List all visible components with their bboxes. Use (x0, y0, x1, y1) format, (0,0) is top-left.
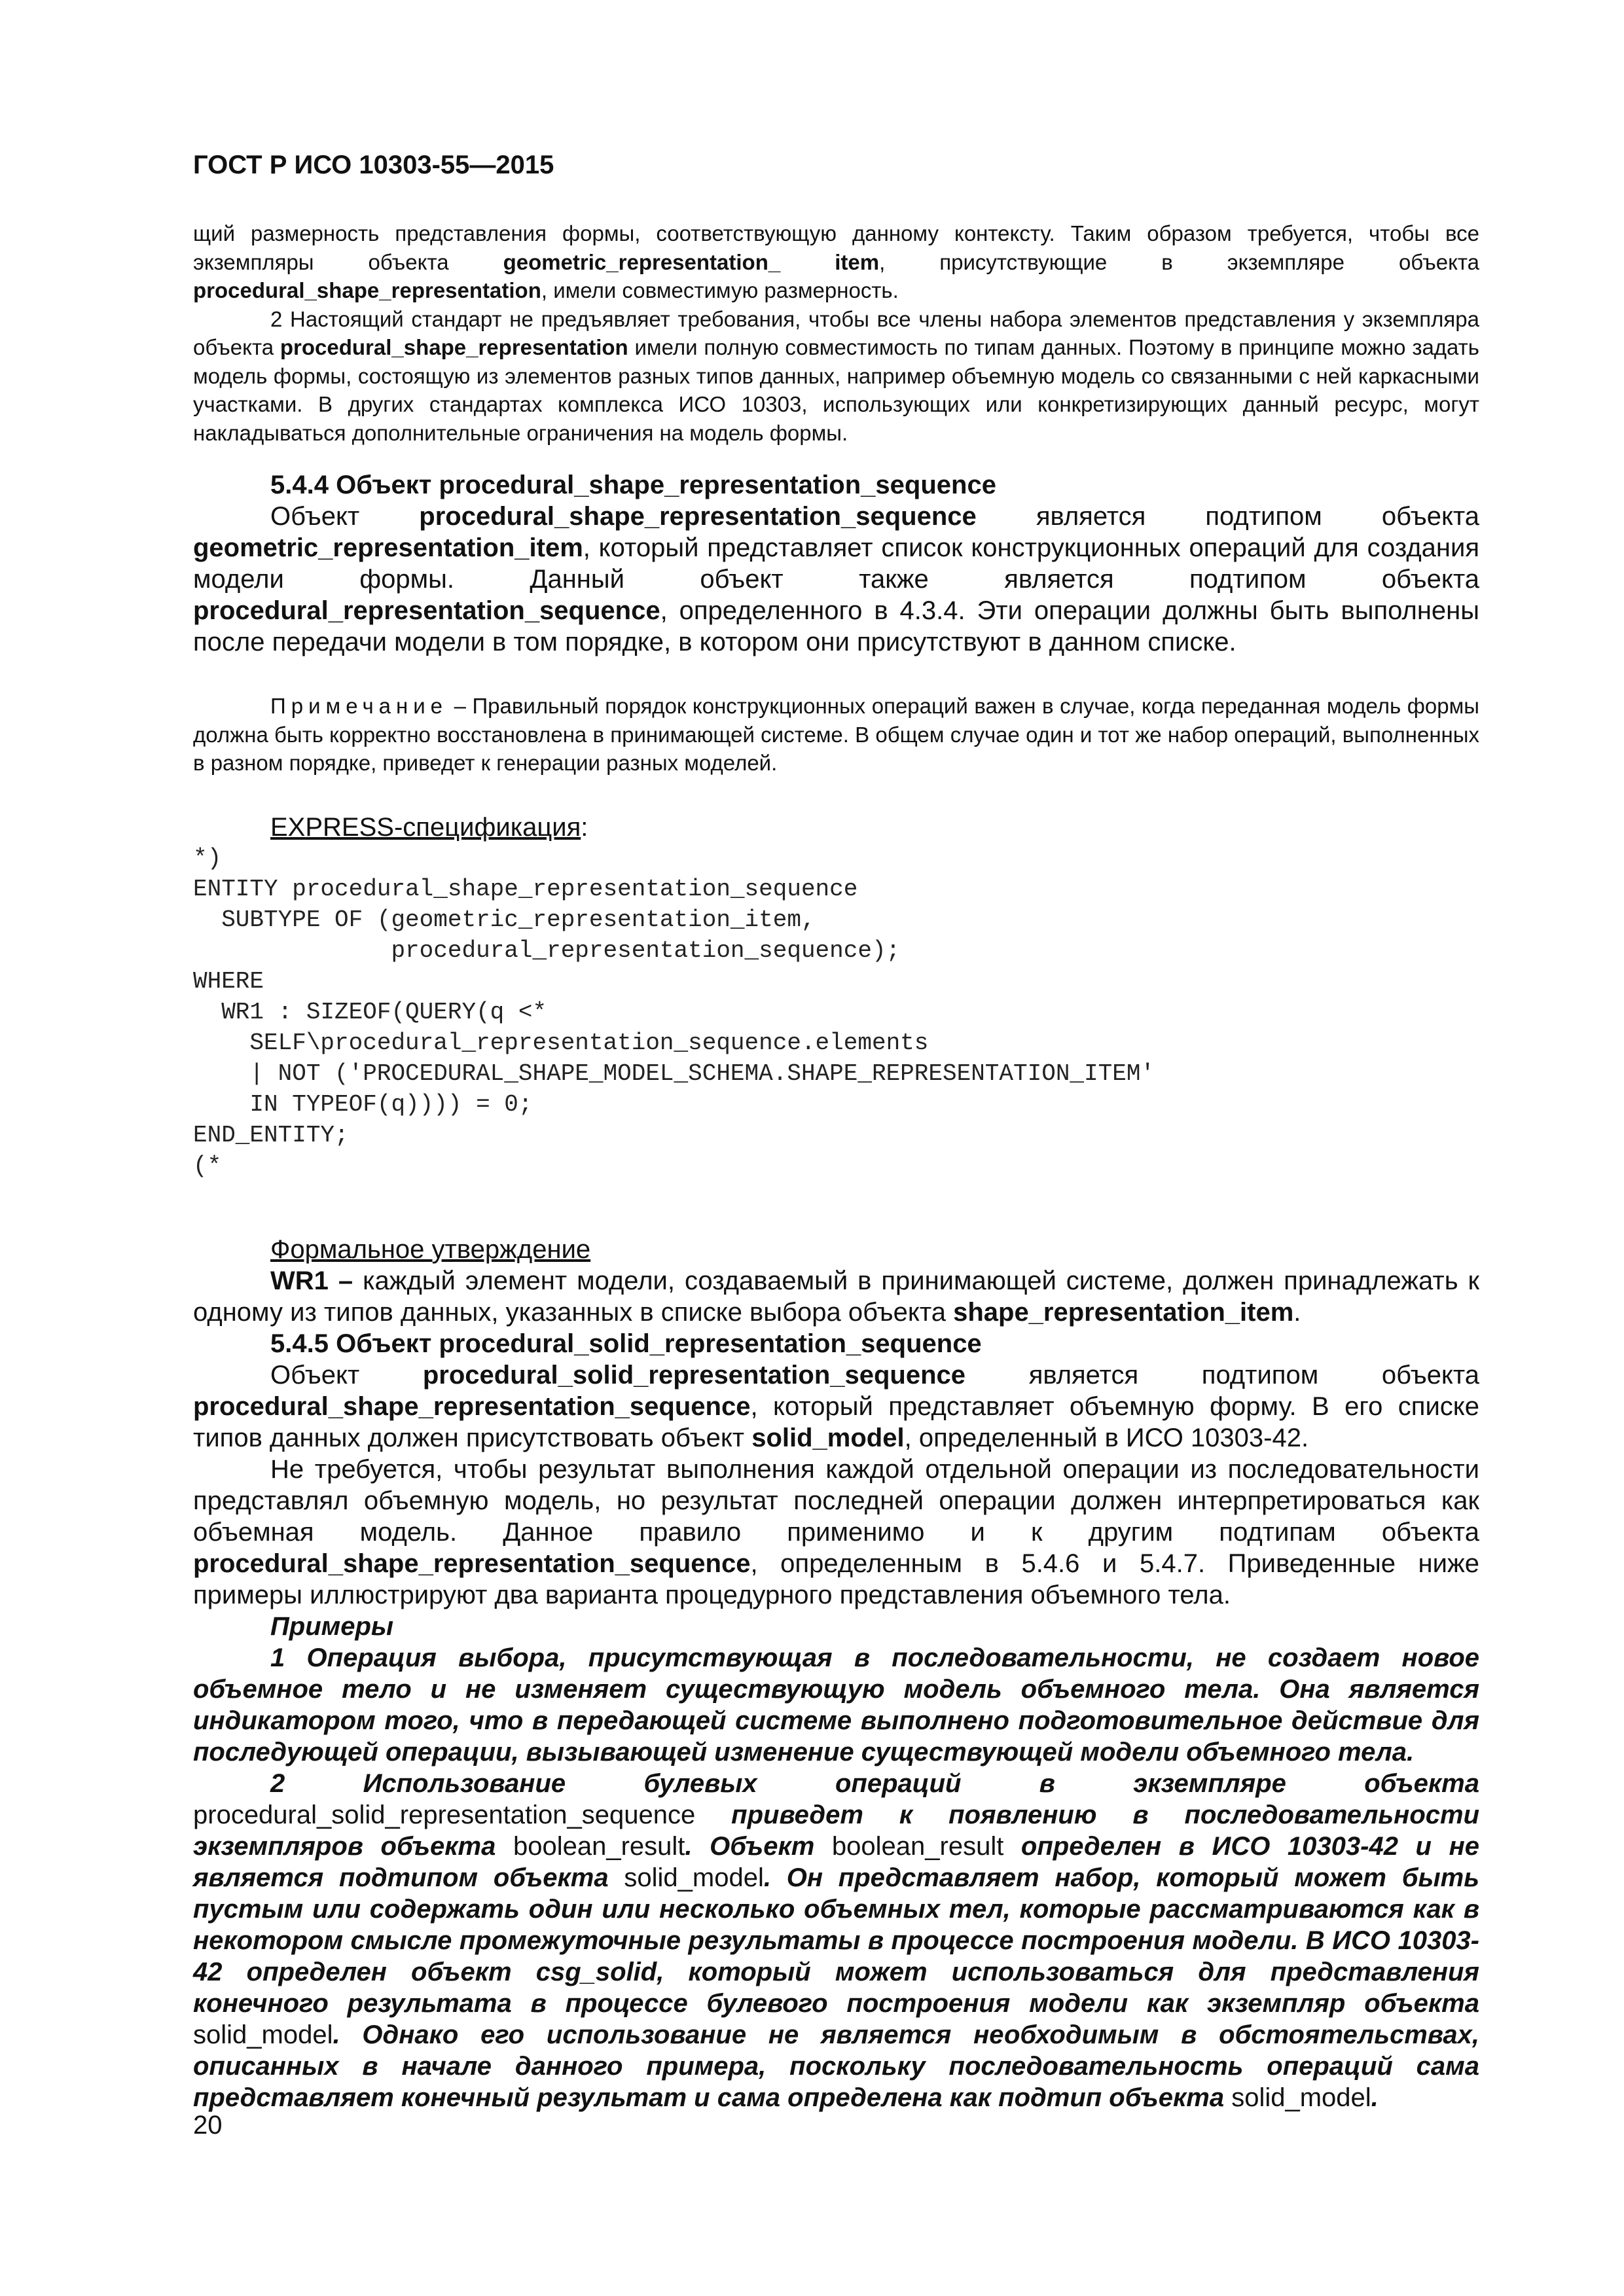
text: , который представляет объемную форму. В его списке типов данных должен присутствовать объект (193, 1391, 1479, 1452)
text: – Правильный порядок конструкционных операций важен в случае, когда переданная модель формы должна быть корректно восстановлена в принимающей системе. В общем случае один и тот же набор операций, выполненных в разном порядке, приведет к генерации разных моделей. (193, 694, 1479, 775)
document-header: ГОСТ Р ИСО 10303-55—2015 (193, 151, 554, 179)
entity-name: solid_model (751, 1423, 905, 1452)
text: Объект (270, 1360, 423, 1390)
example-2 (193, 1768, 1479, 2113)
text: . Он представляет набор, который может быть пустым или содержать один или несколько объемных тел, которые рассматриваются как в некотором смысле промежуточные результаты в процессе построения модели. В ИСО 10303-42 определен объект csg_solid, который может использоваться для представления конечного результата в процессе булевого построения модели как экземпляр объекта (193, 1863, 1479, 2018)
examples-label-text: Примеры (270, 1611, 394, 1641)
text: 2 Использование булевых операций в экземпляре объекта (270, 1768, 1479, 1798)
text: приведет к появлению в последовательности экземпляров объекта (193, 1800, 1479, 1861)
entity-name: procedural_solid_representation_sequence (422, 1360, 966, 1390)
text: . (1371, 2083, 1379, 2112)
text: , определенный в ИСО 10303-42. (904, 1423, 1309, 1452)
section-heading-5-4-5 (193, 1328, 1479, 1359)
note-main (193, 692, 1479, 778)
entity-name: solid_model (624, 1863, 764, 1892)
text: каждый элемент модели, создаваемый в принимающей системе, должен принадлежать к одному из типов данных, указанных в списке выбора объекта (193, 1266, 1479, 1327)
entity-name: solid_model (1231, 2083, 1371, 2112)
text: , определенного в 4.3.4. Эти операции должны быть выполнены после передачи модели в том порядке, в котором они присутствуют в данном списке. (193, 596, 1479, 656)
section-heading-5-4-4 (193, 469, 1479, 501)
document-page (193, 151, 1479, 2113)
note-continuation (193, 219, 1479, 305)
entity-name: procedural_representation_sequence (193, 596, 660, 625)
formal-label-text: Формальное утверждение (270, 1234, 591, 1264)
formal-statement-label (193, 1234, 1479, 1265)
text: , присутствующие в экземпляре объекта (879, 249, 1479, 274)
examples-label (193, 1611, 1479, 1642)
text: , определенным в 5.4.6 и 5.4.7. Приведенные ниже примеры иллюстрируют два варианта процедурного представления объемного тела. (193, 1549, 1479, 1609)
heading-text: 5.4.4 Объект procedural_shape_representation_sequence (270, 471, 996, 499)
entity-name: procedural_shape_representation_sequence (193, 1549, 751, 1578)
entity-name: procedural_shape_representation_sequence (193, 1391, 751, 1421)
example-1: 1 Операция выбора, присутствующая в последовательности, не создает новое объемное тело и не изменяет существующую модель объемного тела. Она является индикатором того, что в передающей системе выполнено подготовительное действие для последующей операции, вызывающей изменение существующей модели объемного тела. (193, 1643, 1479, 1767)
page-number: 20 (193, 2111, 223, 2140)
section-5-4-5-para-2 (193, 1454, 1479, 1611)
text: щий размерность представления формы, соответствующую данному контексту. Таким образом требуется, чтобы все экземпляры объекта (193, 221, 1479, 274)
express-code-block: *) ENTITY procedural_shape_representation_sequence SUBTYPE OF (geometric_representation_item, procedural_representation_sequence); WHERE WR1 : SIZEOF(QUERY(q <* SELF\procedural_representation_sequence.elements | NOT ('PROCEDURAL_SHAPE_MODEL_SCHEMA.SHAPE_REPRESENTATION_ITEM' IN TYPEOF(q)))) = 0; END_ENTITY; (* (193, 844, 1155, 1179)
text: . Однако его использование не является необходимым в обстоятельствах, описанных в начале данного примера, поскольку последовательность операций сама представляет конечный результат и сама определена как подтип объекта (193, 2020, 1479, 2112)
text: имели полную совместимость по типам данных. Поэтому в принципе можно задать модель формы, состоящую из элементов разных типов данных, например объемную модель со связанными с ней каркасными участками. В других стандартах комплекса ИСО 10303, использующих или конкретизирующих данный ресурс, могут накладываться дополнительные ограничения на модель формы. (193, 335, 1479, 445)
entity-name: shape_representation_item (953, 1297, 1294, 1327)
formal-statement-wr1 (193, 1265, 1479, 1328)
note-label: Примечание (270, 694, 448, 718)
text: является подтипом объекта (965, 1360, 1479, 1390)
entity-name: boolean_result (513, 1831, 685, 1861)
note-2 (193, 305, 1479, 448)
heading-text: 5.4.5 Объект procedural_solid_representation_sequence (270, 1329, 982, 1358)
entity-name: procedural_shape_representation (193, 278, 541, 302)
entity-name: procedural_solid_representation_sequence (193, 1800, 696, 1829)
section-5-4-5-para-1 (193, 1359, 1479, 1454)
entity-name: solid_model (193, 2020, 333, 2049)
text: 2 Настоящий стандарт не предъявляет требования, чтобы все члены набора элементов представления у экземпляра объекта (193, 306, 1479, 359)
entity-name: geometric_representation_ item (503, 249, 880, 274)
text: , который представляет список конструкционных операций для создания модели формы. Данный объект также является подтипом объекта (193, 533, 1479, 594)
section-5-4-4-body (193, 501, 1479, 658)
rule-id: WR1 – (270, 1266, 353, 1295)
text: Не требуется, чтобы результат выполнения каждой отдельной операции из последовательности представлял объемную модель, но результат последней операции должен интерпретироваться как объемная модель. Данное правило применимо и к другим подтипам объекта (193, 1454, 1479, 1547)
text: . Объект (685, 1831, 832, 1861)
express-label-text: EXPRESS-спецификация (270, 812, 581, 842)
entity-name: procedural_shape_representation_sequence (419, 502, 977, 531)
colon: : (581, 812, 588, 842)
entity-name: geometric_representation_item (193, 533, 583, 562)
express-label (193, 812, 1479, 843)
text: является подтипом объекта (976, 502, 1480, 531)
text: . (1293, 1297, 1301, 1327)
entity-name: boolean_result (831, 1831, 1004, 1861)
entity-name: procedural_shape_representation (280, 335, 628, 359)
text: , имели совместимую размерность. (541, 278, 899, 302)
text: Объект (270, 502, 420, 531)
text: определен в ИСО 10303-42 и не является подтипом объекта (193, 1831, 1480, 1892)
